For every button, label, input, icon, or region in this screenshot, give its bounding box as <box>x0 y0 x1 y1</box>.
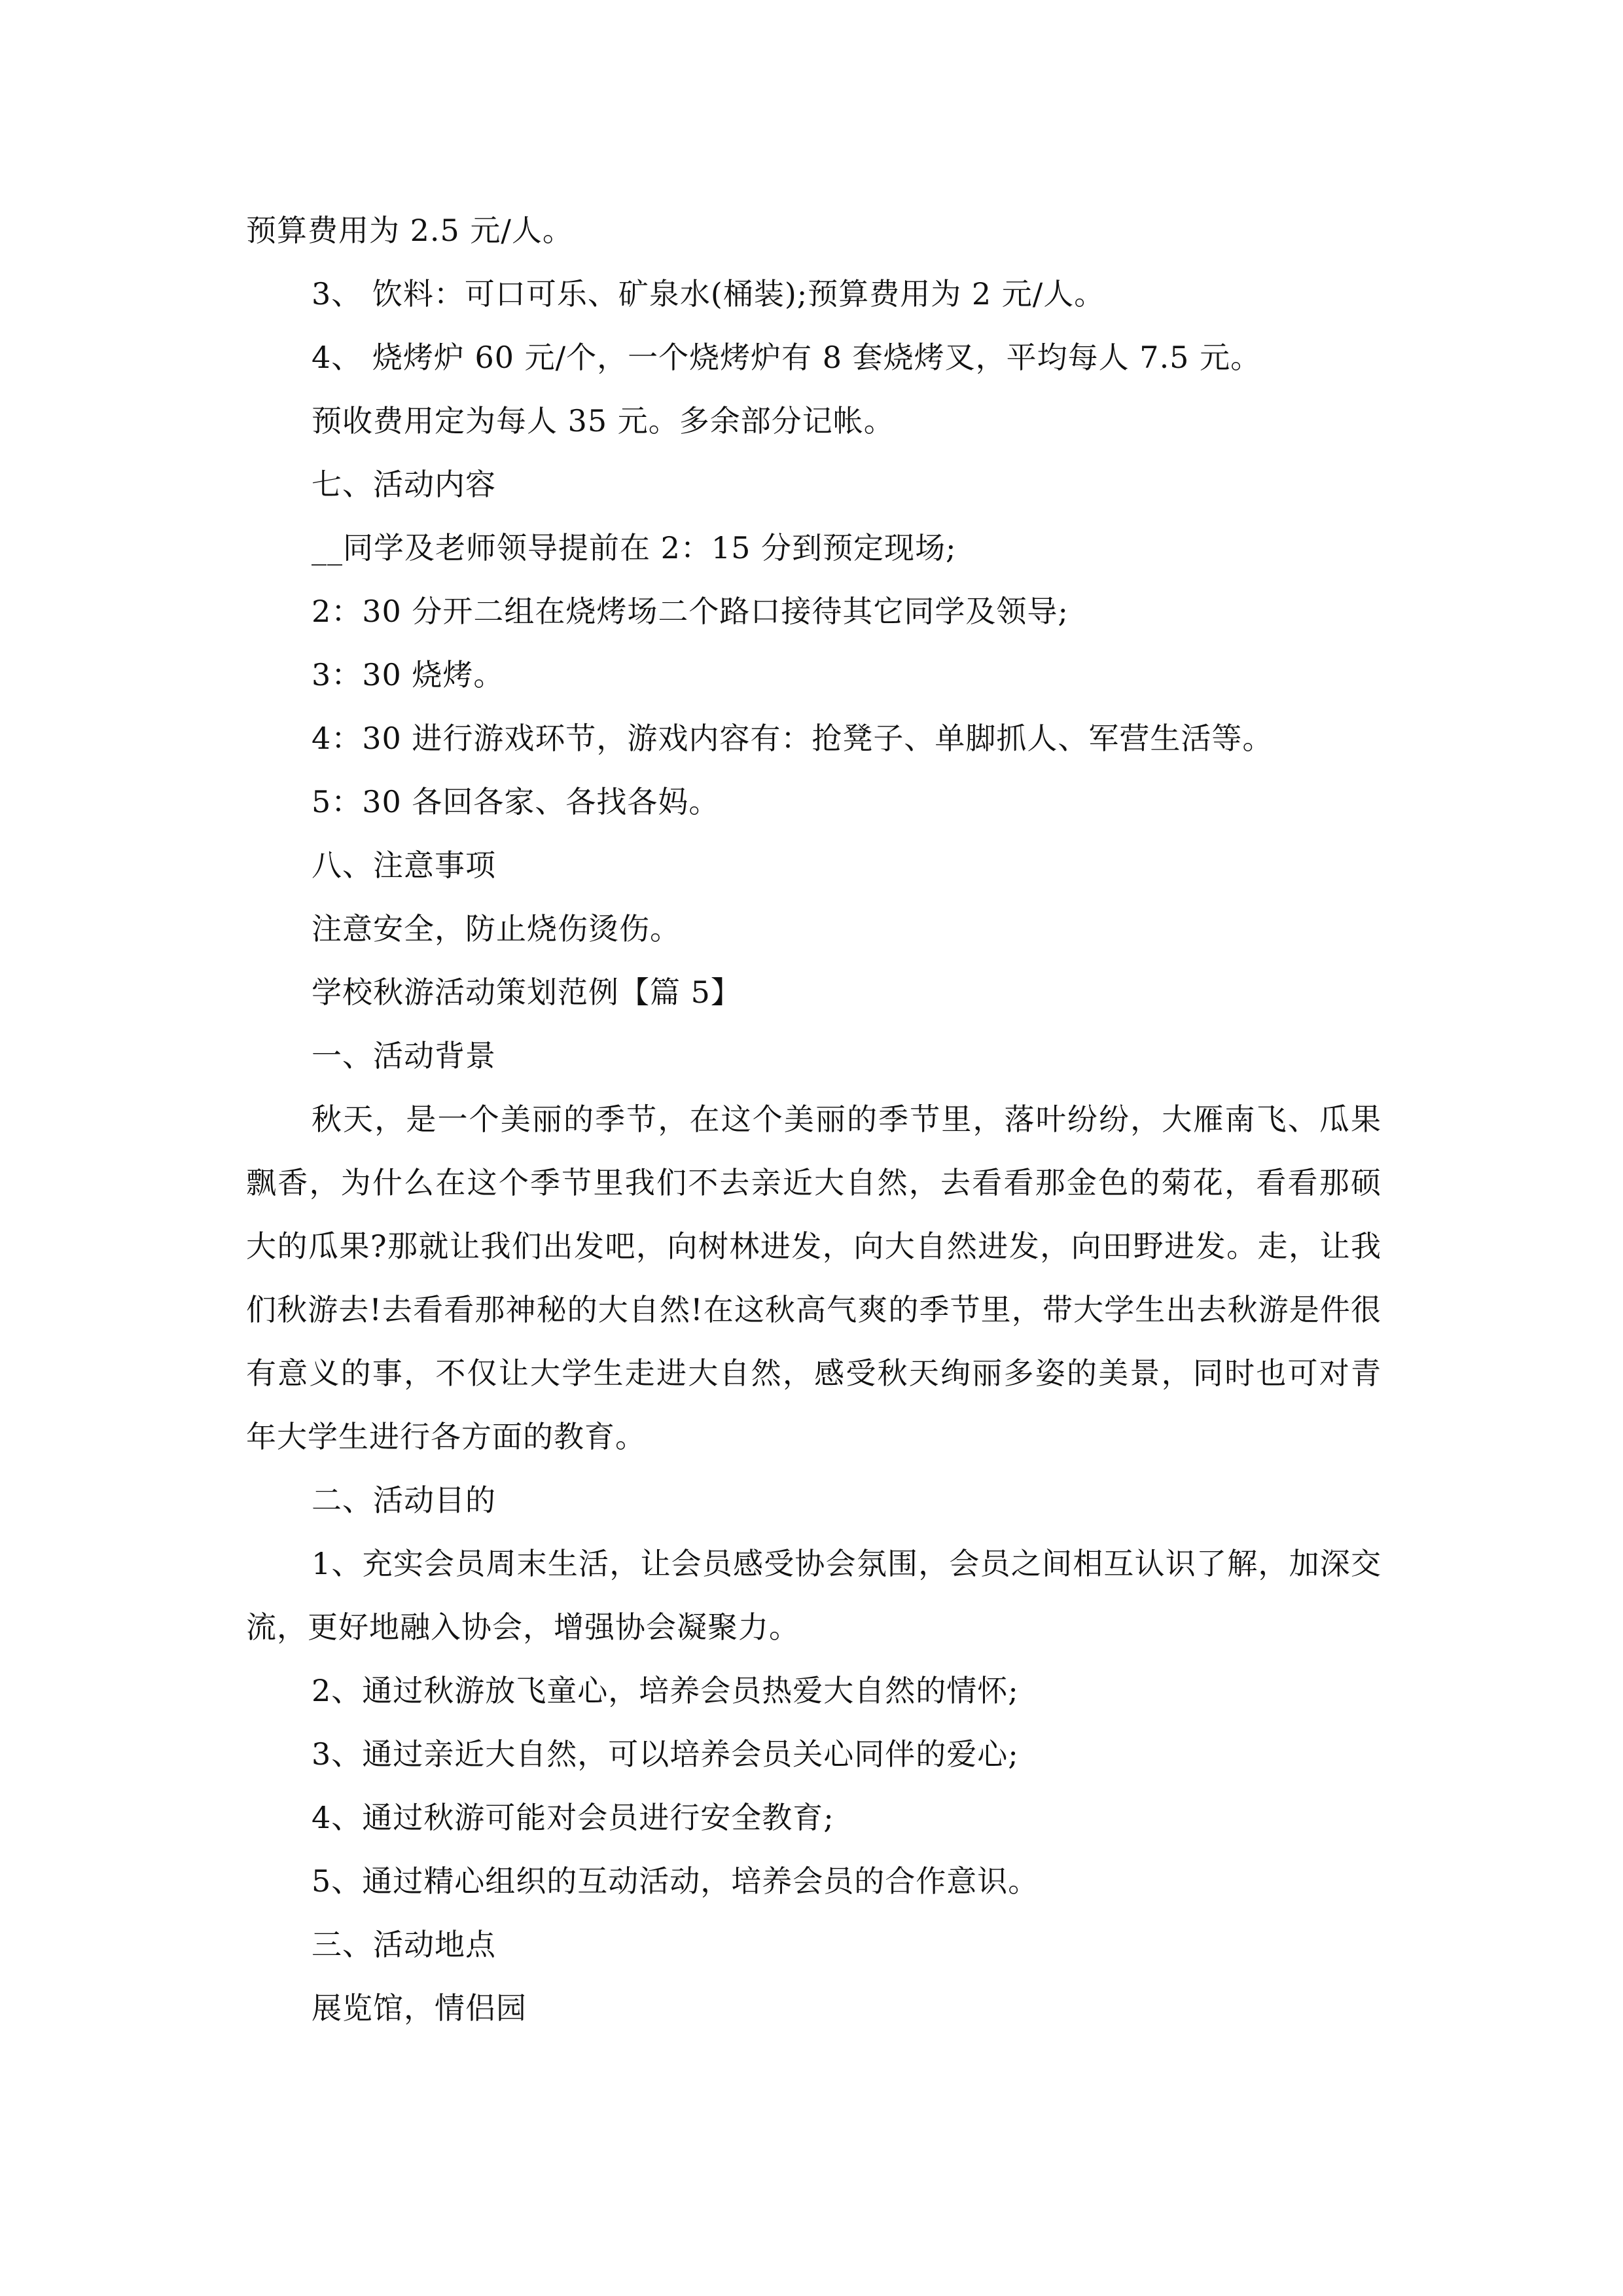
schedule-item-arrival: __同学及老师领导提前在 2：15 分到预定现场; <box>312 530 957 565</box>
location-text: 展览馆，情侣园 <box>312 1990 527 2026</box>
prepaid-fee-line: 预收费用定为每人 35 元。多余部分记帐。 <box>312 403 895 439</box>
section-heading-goal: 二、活动目的 <box>312 1482 496 1518</box>
schedule-item-reception: 2：30 分开二组在烧烤场二个路口接待其它同学及领导; <box>312 594 1069 629</box>
section-heading-background: 一、活动背景 <box>312 1038 496 1073</box>
goal-item-1: 1、充实会员周末生活，让会员感受协会氛围，会员之间相互认识了解，加深交流，更好地融入协会，增强协会凝聚力。 <box>246 1546 1382 1645</box>
section-heading-activity-content: 七、活动内容 <box>312 467 496 502</box>
schedule-item-barbecue: 3：30 烧烤。 <box>312 657 505 692</box>
goal-item-2: 2、通过秋游放飞童心，培养会员热爱大自然的情怀; <box>312 1673 1019 1708</box>
goal-item-3: 3、通过亲近大自然，可以培养会员关心同伴的爱心; <box>312 1736 1019 1772</box>
document-body <box>246 199 1382 2040</box>
article-title: 学校秋游活动策划范例【篇 5】 <box>312 975 741 1010</box>
goal-item-5: 5、通过精心组织的互动活动，培养会员的合作意识。 <box>312 1863 1039 1899</box>
schedule-item-games: 4：30 进行游戏环节，游戏内容有：抢凳子、单脚抓人、军营生活等。 <box>312 721 1274 756</box>
grill-line: 4、 烧烤炉 60 元/个，一个烧烤炉有 8 套烧烤叉，平均每人 7.5 元。 <box>312 340 1262 375</box>
schedule-item-departure: 5：30 各回各家、各找各妈。 <box>312 784 720 819</box>
goal-item-4: 4、通过秋游可能对会员进行安全教育; <box>312 1800 834 1835</box>
budget-line: 预算费用为 2.5 元/人。 <box>246 213 573 248</box>
section-heading-location: 三、活动地点 <box>312 1927 496 1962</box>
drinks-line: 3、 饮料：可口可乐、矿泉水(桶装);预算费用为 2 元/人。 <box>312 276 1105 312</box>
section-heading-notes: 八、注意事项 <box>312 848 496 883</box>
background-paragraph: 秋天，是一个美丽的季节，在这个美丽的季节里，落叶纷纷，大雁南飞、瓜果飘香，为什么在这个季节里我们不去亲近大自然，去看看那金色的菊花，看看那硕大的瓜果?那就让我们出发吧，向树林进发，向大自然进发，向田野进发。走，让我们秋游去!去看看那神秘的大自然!在这秋高气爽的季节里，带大学生出去秋游是件很有意义的事，不仅让大学生走进大自然，感受秋天绚丽多姿的美景，同时也可对青年大学生进行各方面的教育。 <box>246 1102 1382 1454</box>
safety-note: 注意安全，防止烧伤烫伤。 <box>312 911 681 946</box>
